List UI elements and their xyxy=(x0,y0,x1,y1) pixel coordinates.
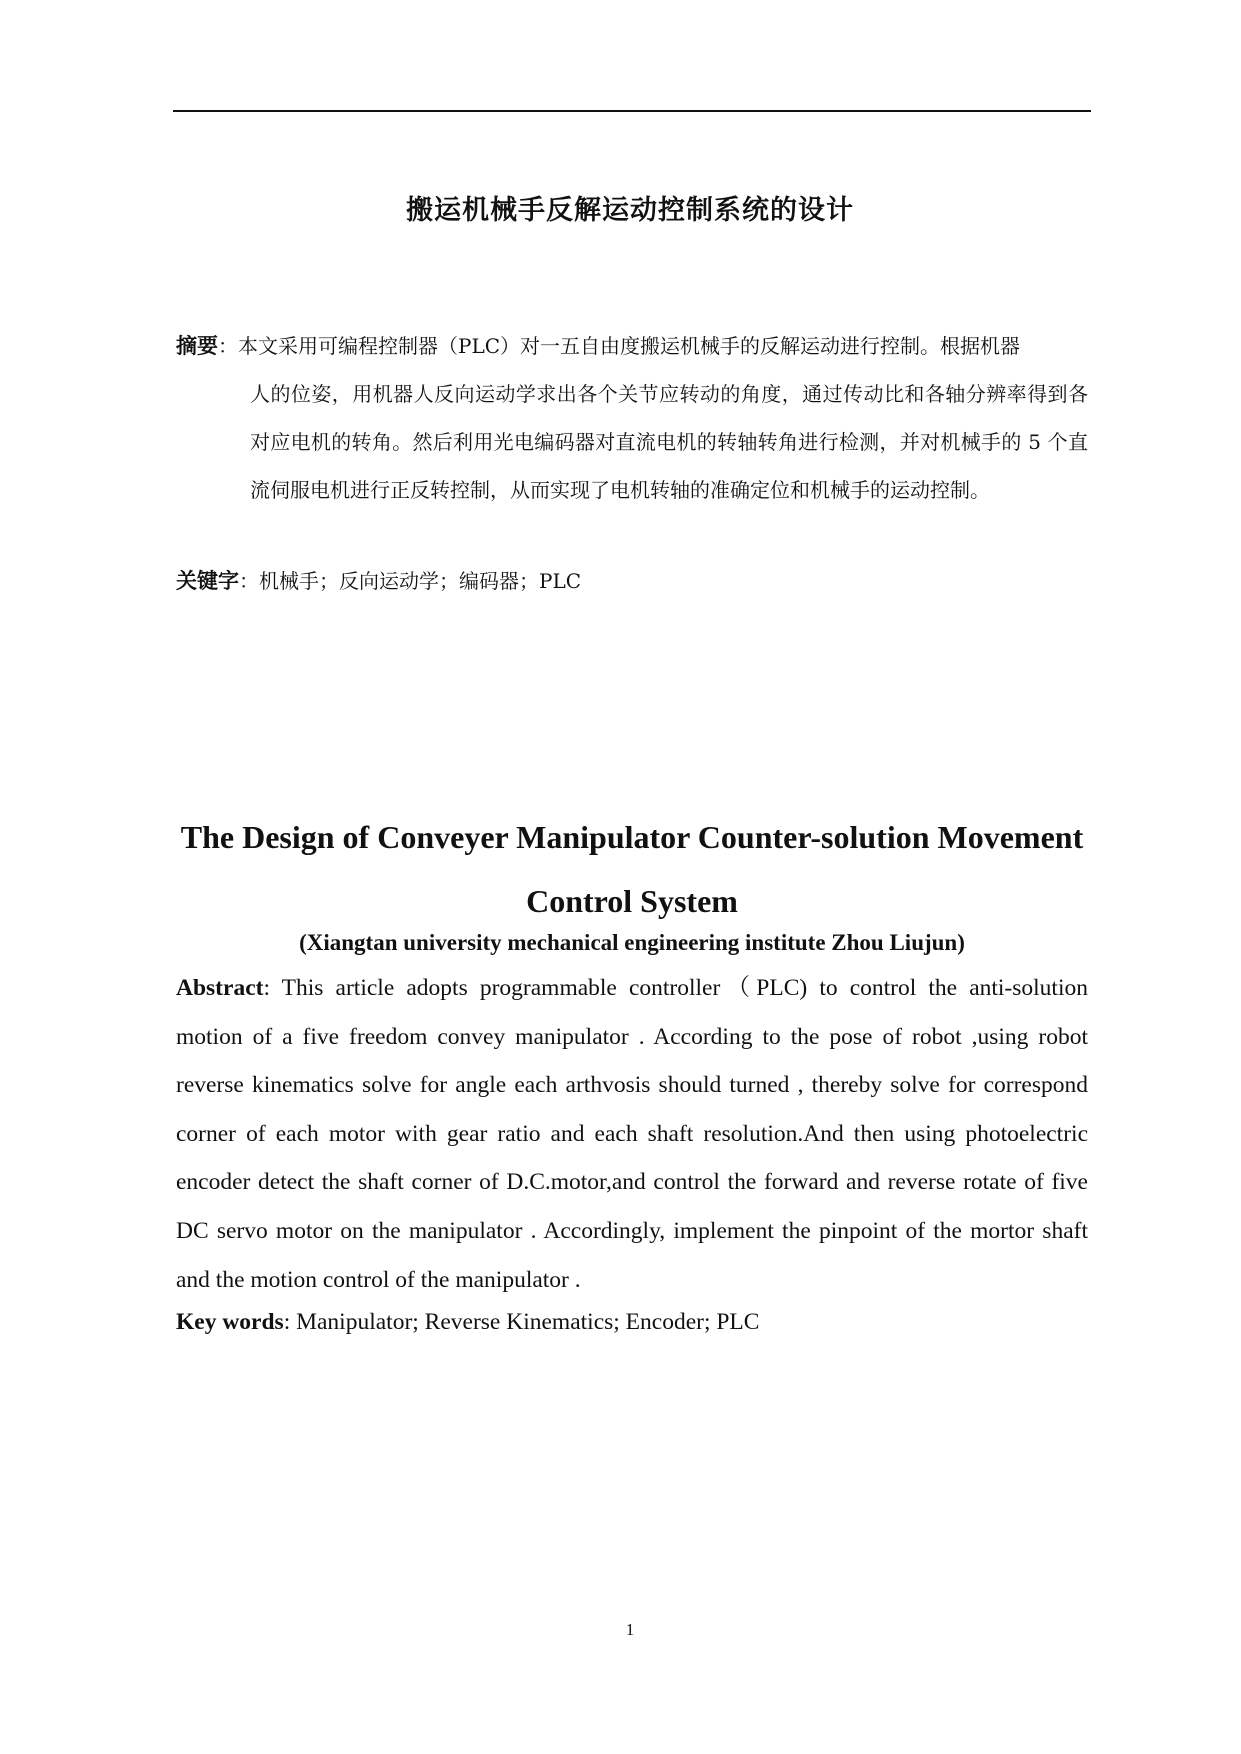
chinese-abstract-label: 摘要 xyxy=(176,334,218,358)
chinese-keywords-label: 关键字 xyxy=(176,569,239,593)
english-title: The Design of Conveyer Manipulator Counter-solution Movement Control System xyxy=(180,819,1084,919)
chinese-keywords-sep: ： xyxy=(239,569,259,593)
chinese-abstract xyxy=(176,322,1088,514)
chinese-abstract-sep: ： xyxy=(218,334,238,358)
english-affiliation: (Xiangtan university mechanical engineering institute Zhou Liujun) xyxy=(299,930,965,955)
chinese-abstract-body: 人的位姿，用机器人反向运动学求出各个关节应转动的角度，通过传动比和各轴分辨率得到各对应电机的转角。然后利用光电编码器对直流电机的转轴转角进行检测，并对机械手的 5 个直流伺服电机进行正反转控制，从而实现了电机转轴的准确定位和机械手的运动控制。 xyxy=(250,382,1088,502)
english-keywords-label: Key words xyxy=(176,1309,284,1335)
header-rule xyxy=(173,110,1091,112)
page-number: 1 xyxy=(625,1620,635,1639)
chinese-keywords xyxy=(176,565,581,595)
english-abstract-text: : This article adopts programmable controller（PLC) to control the anti-solution motion of a five freedom convey manipulator . According to the pose of robot ,using robot reverse kinematics solve for angle each arthvosis should turned , thereby solve for correspond corner of each motor with gear ratio and each shaft resolution.And then using photoelectric encoder detect the shaft corner of D.C.motor,and control the forward and reverse rotate of five DC servo motor on the manipulator . Accordingly, implement the pinpoint of the mortor shaft and the motion control of the manipulator . xyxy=(176,975,1088,1293)
english-keywords xyxy=(176,1309,759,1336)
chinese-abstract-first-line xyxy=(176,322,1088,370)
chinese-abstract-line1: 本文采用可编程控制器（PLC）对一五自由度搬运机械手的反解运动进行控制。根据机器 xyxy=(238,334,1021,358)
english-abstract-label: Abstract xyxy=(176,975,264,1001)
english-abstract xyxy=(176,964,1088,1304)
chinese-keywords-text: 机械手；反向运动学；编码器；PLC xyxy=(259,569,582,593)
english-keywords-text: : Manipulator; Reverse Kinematics; Encoder; PLC xyxy=(283,1309,760,1335)
chinese-title: 搬运机械手反解运动控制系统的设计 xyxy=(406,195,854,226)
